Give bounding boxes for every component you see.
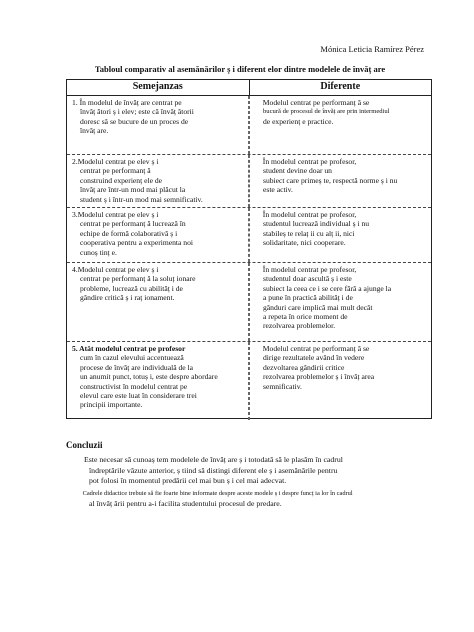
similarity-cell: 1. În modelul de învăț are centrat pe învăț ători ș i elev; este că învăț ătorii doresc să se bucure de un proces de învăț are. — [67, 96, 249, 154]
conclusions-list — [76, 455, 426, 512]
table-row — [67, 96, 431, 155]
list-item: Este necesar să cunoaș tem modelele de învăț are ș i totodată să le plasăm în cadrul îndreptările văzute anterior, ș tiind să distingi diferent ele ș i asemănările pentru pot folosi în momentul predării cel mai bun ș i cel mai adecvat. — [76, 455, 338, 486]
similarity-cell: 2.Modelul centrat pe elev ș i centrat pe performanț ă construind experienț ele de învăț are într-un mod mai plăcut la student ș i într-un mod mai semnificativ. — [67, 155, 249, 207]
author-name: Mónica Leticia Ramírez Pérez — [320, 44, 424, 54]
table-header — [67, 80, 431, 96]
difference-cell: Modelul centrat pe performanț ă se dirige rezultatele având în vedere dezvoltarea gândirii critice rezolvarea problemelor ș i învăț area semnificativ. — [249, 342, 431, 420]
difference-cell: În modelul centrat pe profesor, student devine doar un subiect care primeș te, respectă norme ș i nu este activ. — [249, 155, 431, 207]
header-semejanzas: Semejanzas — [67, 80, 250, 95]
similarity-cell: 4.Modelul centrat pe elev ș i centrat pe performanț ă la soluț ionare probleme, lucrează cu abilităț i de gândire critică ș i raț ionament. — [67, 263, 249, 341]
similarity-cell: 3.Modelul centrat pe elev ș i centrat pe performanț ă lucrează în echipe de formă colaborativă ș i cooperativa pentru a experimenta noi cunoș tinț e. — [67, 208, 249, 262]
difference-cell: Modelul centrat pe performanț ă se bucură de procesul de învăț are prin intermediul de experienț e practice. — [249, 96, 431, 154]
table-title: Tabloul comparativ al asemănărilor ș i diferent elor dintre modelele de învăț are — [94, 64, 386, 74]
difference-cell: În modelul centrat pe profesor, studentul doar ascultă ș i este subiect la ceea ce i se cere fără a ajunge la a pune în practică abilităț i de gânduri care implică mai mult decât a repeta în orice moment de rezolvarea problemelor. — [249, 263, 431, 341]
comparison-table — [66, 79, 432, 419]
table-row — [67, 208, 431, 263]
header-diferente: Diferente — [320, 81, 361, 92]
table-row — [67, 342, 431, 420]
list-item: Cadrele didactice trebuie să fie foarte bine informate despre aceste modele ș i despre funcț ia lor în cadrul al învăț ării pentru a-i facilita studentului procesul de predare. — [76, 489, 347, 509]
table-row — [67, 155, 431, 208]
table-row — [67, 263, 431, 342]
similarity-cell: 5. Atât modelul centrat pe profesor cum în cazul elevului accentuează procese de învăț are individuală de la un anumit punct, totuș i, este despre abordare constructivist în modelul centrat pe elevul care este luat în considerare trei principii importante. — [67, 342, 249, 420]
conclusions-heading: Concluzii — [66, 440, 103, 450]
difference-cell: În modelul centrat pe profesor, studentul lucrează individual ș i nu stabileș te relaț ii cu alț ii, nici solidaritate, nici cooperare. — [249, 208, 431, 262]
